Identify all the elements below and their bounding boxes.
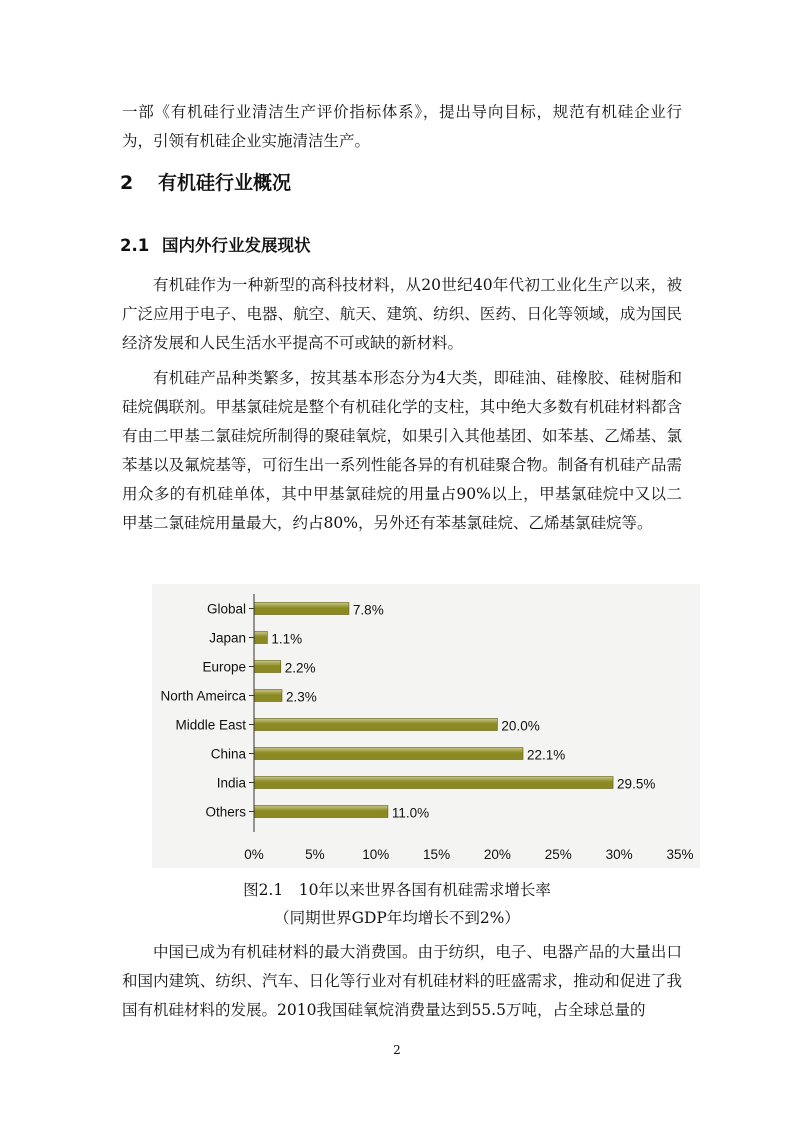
value-label: 11.0%	[391, 805, 430, 821]
bar-north-ameirca	[254, 690, 282, 702]
bar-middle-east	[254, 719, 497, 731]
demand-growth-chart	[152, 584, 700, 868]
value-label: 7.8%	[352, 602, 384, 618]
category-label: Middle East	[175, 717, 246, 733]
subsection-heading	[120, 232, 311, 256]
x-tick-label: 15%	[423, 847, 451, 862]
bar-china	[254, 748, 523, 760]
category-label: Japan	[209, 630, 246, 646]
category-label: India	[216, 775, 246, 791]
category-label: Global	[206, 601, 246, 617]
bar-europe	[254, 661, 281, 673]
x-tick-label: 30%	[605, 847, 633, 862]
value-label: 2.3%	[285, 689, 317, 705]
section-heading	[120, 168, 291, 195]
bar-india	[254, 777, 613, 789]
section-title: 有机硅行业概况	[158, 172, 292, 194]
value-label: 2.2%	[284, 660, 316, 676]
figure-subcaption: （同期世界GDP年均增长不到2%）	[274, 909, 520, 927]
value-label: 20.0%	[501, 718, 540, 734]
bar-others	[254, 806, 388, 818]
subsection-title: 国内外行业发展现状	[162, 236, 311, 255]
bar-chart-svg	[152, 584, 700, 868]
category-label: China	[210, 746, 246, 762]
value-label: 22.1%	[526, 747, 566, 763]
x-tick-label: 0%	[244, 847, 264, 862]
subsection-number: 2.1	[120, 236, 150, 255]
bar-global	[254, 603, 349, 615]
body-paragraph-2: 有机硅产品种类繁多，按其基本形态分为4大类，即硅油、硅橡胶、硅树脂和硅烷偶联剂。甲基氯硅烷是整个有机硅化学的支柱，其中绝大多数有机硅材料都含有由二甲基二氯硅烷所制得的聚硅氧烷，如果引入其他基团、如苯基、乙烯基、氯苯基以及氟烷基等，可衍生出一系列性能各异的有机硅聚合物。制备有机硅产品需用众多的有机硅单体，其中甲基氯硅烷的用量占90%以上，甲基氯硅烷中又以二甲基二氯硅烷用量最大，约占80%，另外还有苯基氯硅烷、乙烯基氯硅烷等。	[122, 369, 682, 532]
x-tick-label: 5%	[305, 847, 325, 862]
value-label: 29.5%	[617, 776, 656, 792]
page-number: 2	[393, 1043, 401, 1057]
bar-japan	[254, 632, 267, 644]
x-tick-label: 20%	[483, 847, 511, 862]
value-label: 1.1%	[271, 631, 303, 647]
category-label: North Ameirca	[160, 688, 246, 704]
body-paragraph-1: 有机硅作为一种新型的高科技材料，从20世纪40年代初工业化生产以来，被广泛应用于电子、电器、航空、航天、建筑、纺织、医药、日化等领域，成为国民经济发展和人民生活水平提高不可或缺的新材料。	[122, 276, 682, 352]
category-label: Europe	[202, 659, 246, 675]
x-tick-label: 35%	[666, 847, 694, 862]
section-number: 2	[120, 172, 134, 194]
x-tick-label: 25%	[544, 847, 572, 862]
x-tick-label: 10%	[362, 847, 390, 862]
category-label: Others	[205, 804, 246, 820]
closing-paragraph: 中国已成为有机硅材料的最大消费国。由于纺织，电子、电器产品的大量出口和国内建筑、纺织、汽车、日化等行业对有机硅材料的旺盛需求，推动和促进了我国有机硅材料的发展。2010我国硅氧烷消费量达到55.5万吨，占全球总量的	[122, 943, 682, 1019]
intro-paragraph: 一部《有机硅行业清洁生产评价指标体系》，提出导向目标，规范有机硅企业行为，引领有机硅企业实施清洁生产。	[122, 103, 682, 150]
figure-caption: 图2.1 10年以来世界各国有机硅需求增长率	[243, 881, 551, 899]
